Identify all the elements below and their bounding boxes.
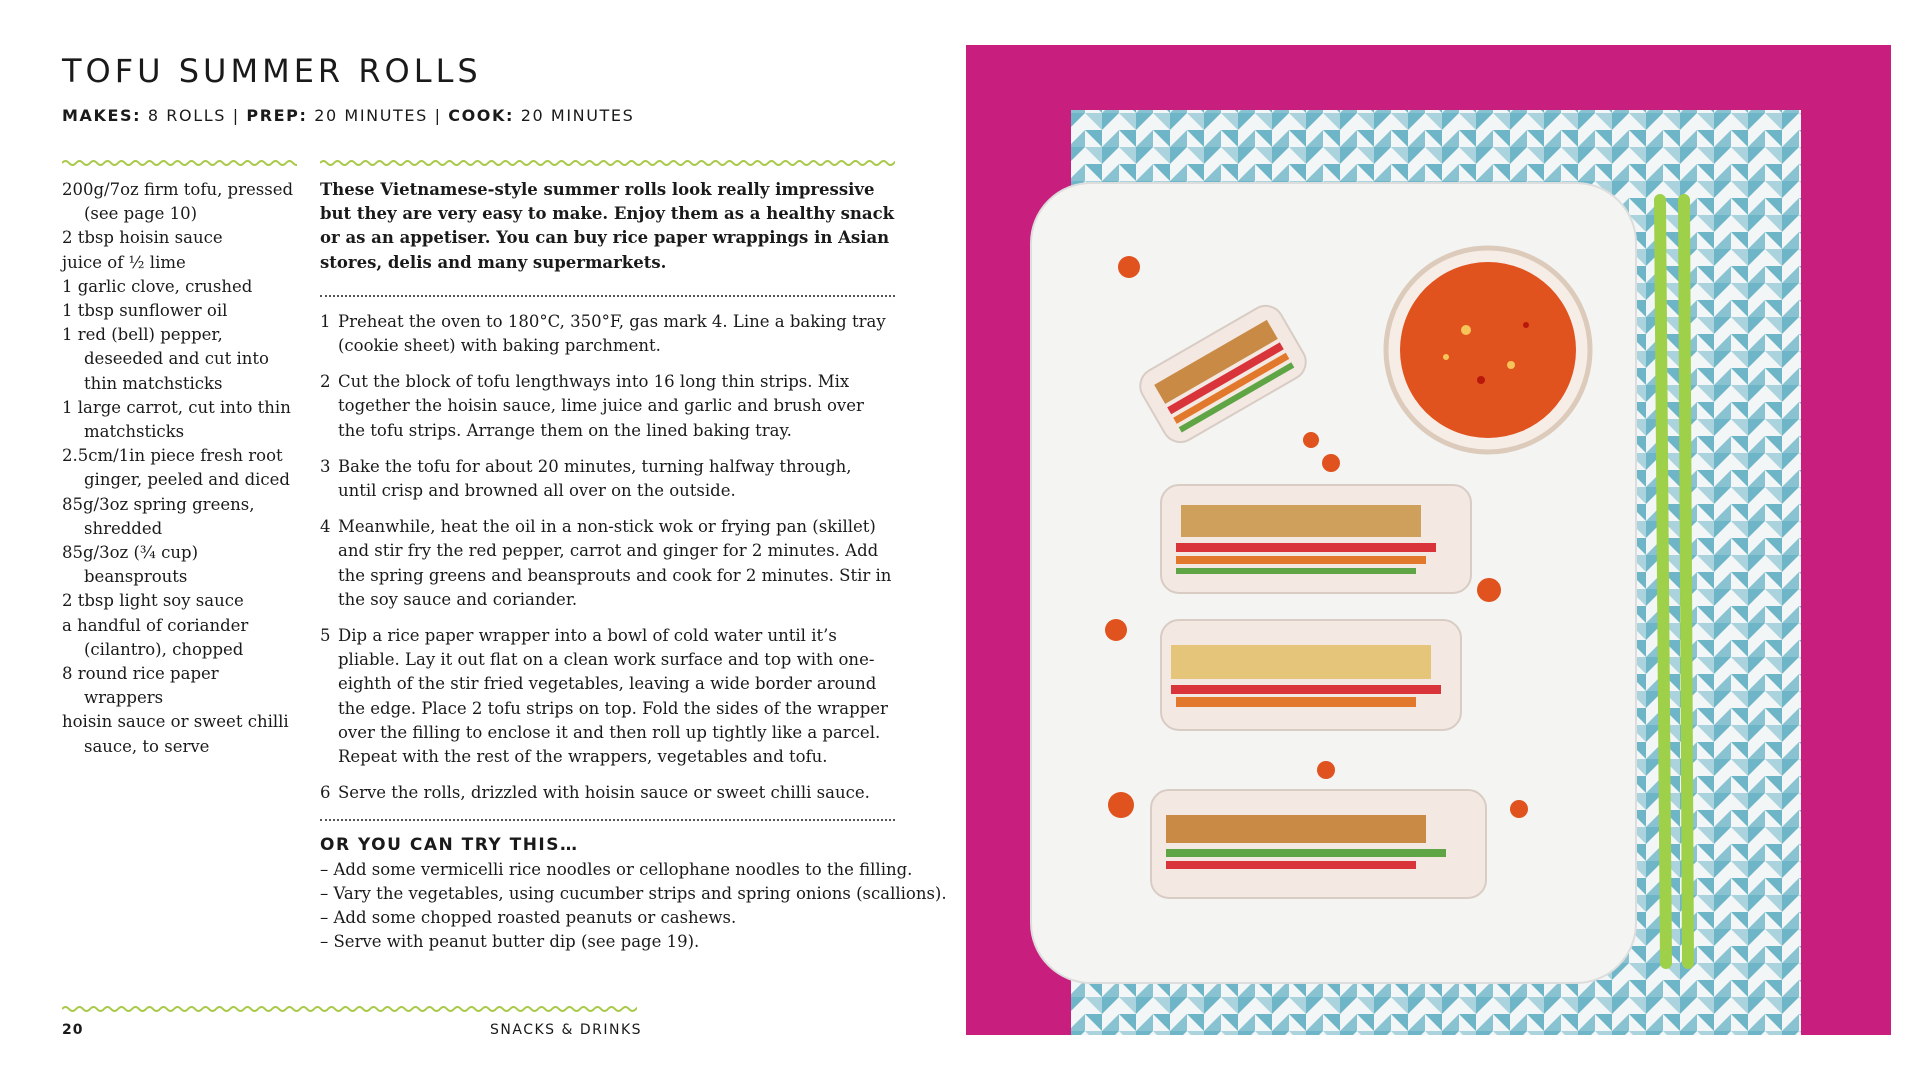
ingredient-item: a handful of coriander (cilantro), chopped xyxy=(62,615,249,659)
sauce-drop xyxy=(1317,761,1335,779)
step-text: Serve the rolls, drizzled with hoisin sauce or sweet chilli sauce. xyxy=(338,783,870,803)
sauce-drop xyxy=(1510,800,1528,818)
chilli-seed xyxy=(1443,354,1449,360)
ingredient-item: 85g/3oz (¾ cup) beansprouts xyxy=(62,543,199,587)
summer-roll xyxy=(1151,790,1486,898)
ingredient-item: 1 tbsp sunflower oil xyxy=(62,301,228,321)
prep-label: PREP: xyxy=(246,106,308,125)
method-step xyxy=(320,310,895,358)
method-step xyxy=(320,370,895,443)
step-number: 1 xyxy=(320,311,331,331)
step-text: Preheat the oven to 180°C, 350°F, gas mark 4. Line a baking tray (cookie sheet) with baking parchment. xyxy=(338,311,886,356)
method-step xyxy=(320,624,895,769)
chilli-seed xyxy=(1523,322,1529,328)
variations-list xyxy=(320,858,947,955)
step-number: 5 xyxy=(320,626,331,646)
sauce-drop xyxy=(1477,578,1501,602)
page-number: 20 xyxy=(62,1022,84,1038)
step-number: 6 xyxy=(320,783,331,803)
cook-label: COOK: xyxy=(448,106,514,125)
ingredient-item: 8 round rice paper wrappers xyxy=(62,664,219,708)
variation-item: – Add some chopped roasted peanuts or cashews. xyxy=(320,908,737,928)
ingredient-item: 2.5cm/1in piece fresh root ginger, peeled and diced xyxy=(62,446,290,490)
chilli-seed xyxy=(1477,376,1485,384)
method-column xyxy=(320,178,947,954)
step-text: Bake the tofu for about 20 minutes, turning halfway through, until crisp and browned all over on the outside. xyxy=(338,456,852,501)
wave-divider-ingredients xyxy=(62,158,297,168)
ingredients-list xyxy=(62,178,302,759)
variation-item: – Add some vermicelli rice noodles or cellophane noodles to the filling. xyxy=(320,859,913,879)
summer-roll xyxy=(1161,485,1471,593)
variation-item: – Vary the vegetables, using cucumber strips and spring onions (scallions). xyxy=(320,883,947,903)
recipe-intro: These Vietnamese-style summer rolls look really impressive but they are very easy to make. Enjoy them as a healthy snack or as an appetiser. You can buy rice paper wrappings in Asian stores, delis and many supermarkets. xyxy=(320,180,895,272)
method-step xyxy=(320,781,895,805)
ingredient-item: 1 red (bell) pepper, deseeded and cut into thin matchsticks xyxy=(62,325,269,393)
chopstick xyxy=(1660,200,1666,963)
chilli-sauce xyxy=(1400,262,1576,438)
cook-value: 20 MINUTES xyxy=(520,106,635,125)
chilli-seed xyxy=(1461,325,1471,335)
step-number: 2 xyxy=(320,372,331,392)
wave-divider-method xyxy=(320,158,895,168)
sauce-drop xyxy=(1108,792,1134,818)
ingredient-item: 2 tbsp hoisin sauce xyxy=(62,228,223,248)
step-text: Meanwhile, heat the oil in a non-stick wok or frying pan (skillet) and stir fry the red pepper, carrot and ginger for 2 minutes. Add the spring greens and beansprouts and cook for 2 minutes. Stir in the soy sauce and coriander. xyxy=(338,517,892,609)
prep-value: 20 MINUTES xyxy=(314,106,428,125)
ingredient-item: 200g/7oz firm tofu, pressed (see page 10) xyxy=(62,180,294,224)
ingredient-item: 85g/3oz spring greens, shredded xyxy=(62,494,255,538)
summer-roll xyxy=(1161,620,1461,730)
ingredient-item: juice of ½ lime xyxy=(62,252,186,272)
dotted-divider xyxy=(320,819,895,821)
meta-separator: | xyxy=(434,106,442,125)
variations-heading: OR YOU CAN TRY THIS… xyxy=(320,835,579,856)
recipe-meta xyxy=(62,106,634,125)
method-steps xyxy=(320,310,895,806)
sauce-drop xyxy=(1118,256,1140,278)
step-text: Cut the block of tofu lengthways into 16 long thin strips. Mix together the hoisin sauce, lime juice and garlic and brush over the tofu strips. Arrange them on the lined baking tray. xyxy=(338,372,864,440)
makes-value: 8 ROLLS xyxy=(147,106,227,125)
summer-rolls-photo xyxy=(966,45,1891,1035)
variation-item: – Serve with peanut butter dip (see page 19). xyxy=(320,932,700,952)
section-name: SNACKS & DRINKS xyxy=(490,1022,643,1038)
sauce-drop xyxy=(1322,454,1340,472)
recipe-title: TOFU SUMMER ROLLS xyxy=(62,52,482,90)
ingredient-item: 1 garlic clove, crushed xyxy=(62,276,253,296)
ingredient-item: 1 large carrot, cut into thin matchsticks xyxy=(62,397,291,442)
ingredient-item: hoisin sauce or sweet chilli sauce, to serve xyxy=(62,712,289,756)
meta-separator: | xyxy=(232,106,240,125)
chopstick xyxy=(1684,200,1688,963)
method-step xyxy=(320,455,895,503)
sauce-drop xyxy=(1303,432,1319,448)
wave-divider-footer xyxy=(62,1004,637,1014)
method-step xyxy=(320,515,895,612)
dotted-divider xyxy=(320,295,895,297)
chilli-seed xyxy=(1507,361,1515,369)
makes-label: MAKES: xyxy=(62,106,142,125)
ingredient-item: 2 tbsp light soy sauce xyxy=(62,591,244,611)
step-number: 4 xyxy=(320,517,331,537)
sauce-drop xyxy=(1105,619,1127,641)
step-text: Dip a rice paper wrapper into a bowl of cold water until it’s pliable. Lay it out flat on a clean work surface and top with one-eighth of the stir fried vegetables, leaving a wide border around the edge. Place 2 tofu strips on top. Fold the sides of the wrapper over the filling to enclose it and then roll up tightly like a parcel. Repeat with the rest of the wrappers, vegetables and tofu. xyxy=(338,626,888,767)
step-number: 3 xyxy=(320,456,331,476)
